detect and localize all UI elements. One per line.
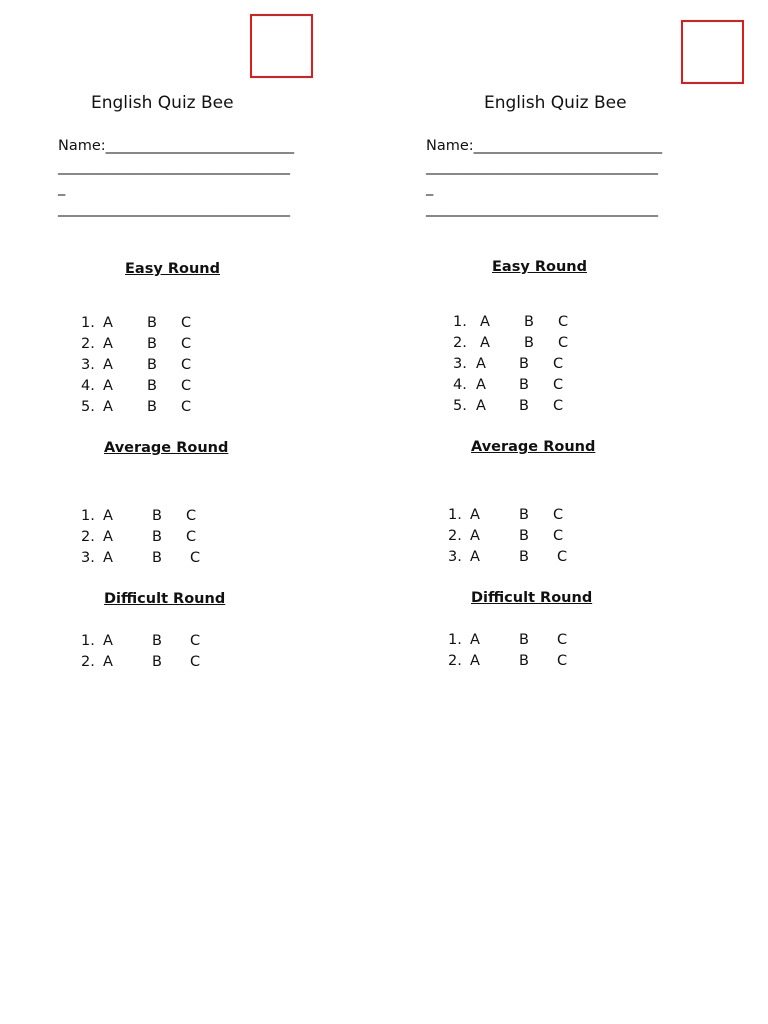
item-number: 3. [453,356,467,372]
name-line: ________________________________ [426,201,658,217]
choice-c[interactable]: C [181,357,192,373]
choice-a[interactable]: A [470,528,480,544]
choice-a[interactable]: A [103,357,113,373]
sheet-title: English Quiz Bee [91,93,234,113]
choice-c[interactable]: C [553,528,564,544]
choice-c[interactable]: C [186,529,197,545]
score-box [681,20,744,84]
item-number: 2. [448,653,462,669]
choice-c[interactable]: C [558,314,569,330]
choice-c[interactable]: C [186,508,197,524]
choice-c[interactable]: C [181,336,192,352]
item-number: 1. [81,315,95,331]
name-line: _ [58,180,66,196]
name-line: _ [426,180,434,196]
item-number: 2. [81,336,95,352]
choice-c[interactable]: C [557,632,568,648]
name-line: Name:__________________________ [426,138,663,154]
choice-a[interactable]: A [103,399,113,415]
item-number: 2. [453,335,467,351]
choice-c[interactable]: C [190,550,201,566]
choice-b[interactable]: B [519,356,529,372]
choice-a[interactable]: A [476,398,486,414]
choice-b[interactable]: B [519,377,529,393]
choice-b[interactable]: B [152,633,162,649]
choice-a[interactable]: A [476,356,486,372]
item-number: 3. [81,357,95,373]
easy-round-heading: Easy Round [492,259,587,275]
choice-c[interactable]: C [557,653,568,669]
choice-b[interactable]: B [147,378,157,394]
score-box [250,14,313,78]
item-number: 2. [81,529,95,545]
item-number: 2. [448,528,462,544]
name-line: ________________________________ [426,159,658,175]
choice-a[interactable]: A [103,654,113,670]
average-round-heading: Average Round [104,440,229,456]
choice-c[interactable]: C [553,398,564,414]
difficult-round-heading: Difficult Round [471,590,593,606]
choice-c[interactable]: C [181,315,192,331]
choice-c[interactable]: C [553,507,564,523]
item-number: 5. [453,398,467,414]
choice-a[interactable]: A [103,550,113,566]
name-line: Name:__________________________ [58,138,295,154]
item-number: 5. [81,399,95,415]
choice-a[interactable]: A [103,508,113,524]
choice-c[interactable]: C [190,633,201,649]
choice-b[interactable]: B [519,549,529,565]
choice-a[interactable]: A [103,315,113,331]
choice-b[interactable]: B [519,632,529,648]
answer-sheet-right [384,0,768,1024]
sheet-title: English Quiz Bee [484,93,627,113]
choice-c[interactable]: C [553,377,564,393]
choice-a[interactable]: A [470,653,480,669]
choice-a[interactable]: A [470,507,480,523]
choice-b[interactable]: B [147,315,157,331]
name-line: ________________________________ [58,159,290,175]
item-number: 4. [453,377,467,393]
choice-b[interactable]: B [519,507,529,523]
choice-a[interactable]: A [103,529,113,545]
difficult-round-heading: Difficult Round [104,591,226,607]
choice-c[interactable]: C [557,549,568,565]
choice-c[interactable]: C [190,654,201,670]
choice-b[interactable]: B [524,314,534,330]
choice-b[interactable]: B [147,357,157,373]
item-number: 1. [448,632,462,648]
choice-b[interactable]: B [147,336,157,352]
average-round-heading: Average Round [471,439,596,455]
choice-b[interactable]: B [152,654,162,670]
choice-b[interactable]: B [152,550,162,566]
choice-b[interactable]: B [152,508,162,524]
name-field [426,136,662,220]
choice-b[interactable]: B [519,653,529,669]
choice-b[interactable]: B [524,335,534,351]
item-number: 1. [81,508,95,524]
choice-a[interactable]: A [470,549,480,565]
choice-a[interactable]: A [480,314,490,330]
choice-a[interactable]: A [103,378,113,394]
choice-a[interactable]: A [470,632,480,648]
choice-b[interactable]: B [152,529,162,545]
item-number: 4. [81,378,95,394]
item-number: 1. [448,507,462,523]
choice-b[interactable]: B [519,398,529,414]
choice-b[interactable]: B [519,528,529,544]
choice-a[interactable]: A [476,377,486,393]
choice-c[interactable]: C [558,335,569,351]
name-line: ________________________________ [58,201,290,217]
item-number: 1. [453,314,467,330]
choice-c[interactable]: C [553,356,564,372]
item-number: 2. [81,654,95,670]
item-number: 3. [448,549,462,565]
choice-a[interactable]: A [103,336,113,352]
item-number: 1. [81,633,95,649]
choice-c[interactable]: C [181,399,192,415]
easy-round-heading: Easy Round [125,261,220,277]
choice-a[interactable]: A [480,335,490,351]
choice-a[interactable]: A [103,633,113,649]
choice-b[interactable]: B [147,399,157,415]
item-number: 3. [81,550,95,566]
name-field [58,136,294,220]
choice-c[interactable]: C [181,378,192,394]
